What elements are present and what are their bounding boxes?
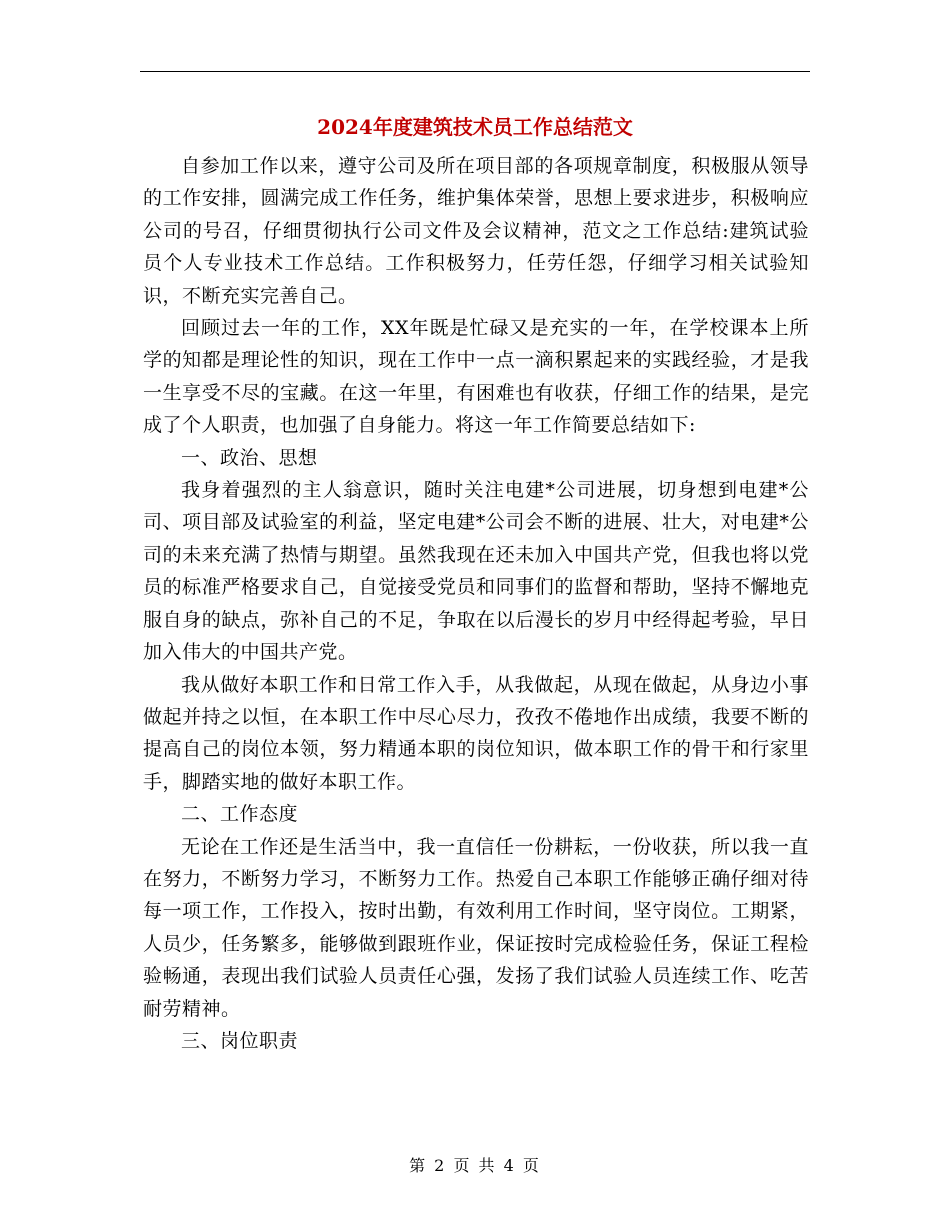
paragraph-intro: 自参加工作以来，遵守公司及所在项目部的各项规章制度，积极服从领导的工作安排，圆满完成工作任务，维护集体荣誉，思想上要求进步，积极响应公司的号召，仔细贯彻执行公司文件及会议精神，范文之工作总结:建筑试验员个人专业技术工作总结。工作积极努力，任劳任怨，仔细学习相关试验知识，不断充实完善自己。 [143,155,809,307]
page-number: 第 2 页 共 4 页 [409,1156,541,1175]
paragraph-attitude: 无论在工作还是生活当中，我一直信任一份耕耘，一份收获，所以我一直在努力，不断努力学习，不断努力工作。热爱自己本职工作能够正确仔细对待每一项工作，工作投入，按时出勤，有效利用工作时间，坚守岗位。工期紧，人员少，任务繁多，能够做到跟班作业，保证按时完成检验任务，保证工程检验畅通，表现出我们试验人员责任心强，发扬了我们试验人员连续工作、吃苦耐劳精神。 [143,835,809,1020]
paragraph-duty: 我从做好本职工作和日常工作入手，从我做起，从现在做起，从身边小事做起并持之以恒，在本职工作中尽心尽力，孜孜不倦地作出成绩，我要不断的提高自己的岗位本领，努力精通本职的岗位知识，做本职工作的骨干和行家里手，脚踏实地的做好本职工作。 [143,673,809,793]
document-body [143,150,809,1057]
section-heading-attitude: 二、工作态度 [181,803,299,826]
paragraph-politics: 我身着强烈的主人翁意识，随时关注电建*公司进展，切身想到电建*公司、项目部及试验室的利益，坚定电建*公司会不断的进展、壮大，对电建*公司的未来充满了热情与期望。虽然我现在还未加入中国共产党，但我也将以党员的标准严格要求自己，自觉接受党员和同事们的监督和帮助，坚持不懈地克服自身的缺点，弥补自己的不足，争取在以后漫长的岁月中经得起考验，早日加入伟大的中国共产党。 [143,479,809,664]
header-rule [140,71,810,72]
paragraph-review: 回顾过去一年的工作，XX年既是忙碌又是充实的一年，在学校课本上所学的知都是理论性的知识，现在工作中一点一滴积累起来的实践经验，才是我一生享受不尽的宝藏。在这一年里，有困难也有收获，仔细工作的结果，是完成了个人职责，也加强了自身能力。将这一年工作简要总结如下: [143,317,809,437]
section-heading-responsibility: 三、岗位职责 [181,1029,299,1052]
section-heading-politics: 一、政治、思想 [181,446,318,469]
document-title: 2024年度建筑技术员工作总结范文 [317,115,633,139]
